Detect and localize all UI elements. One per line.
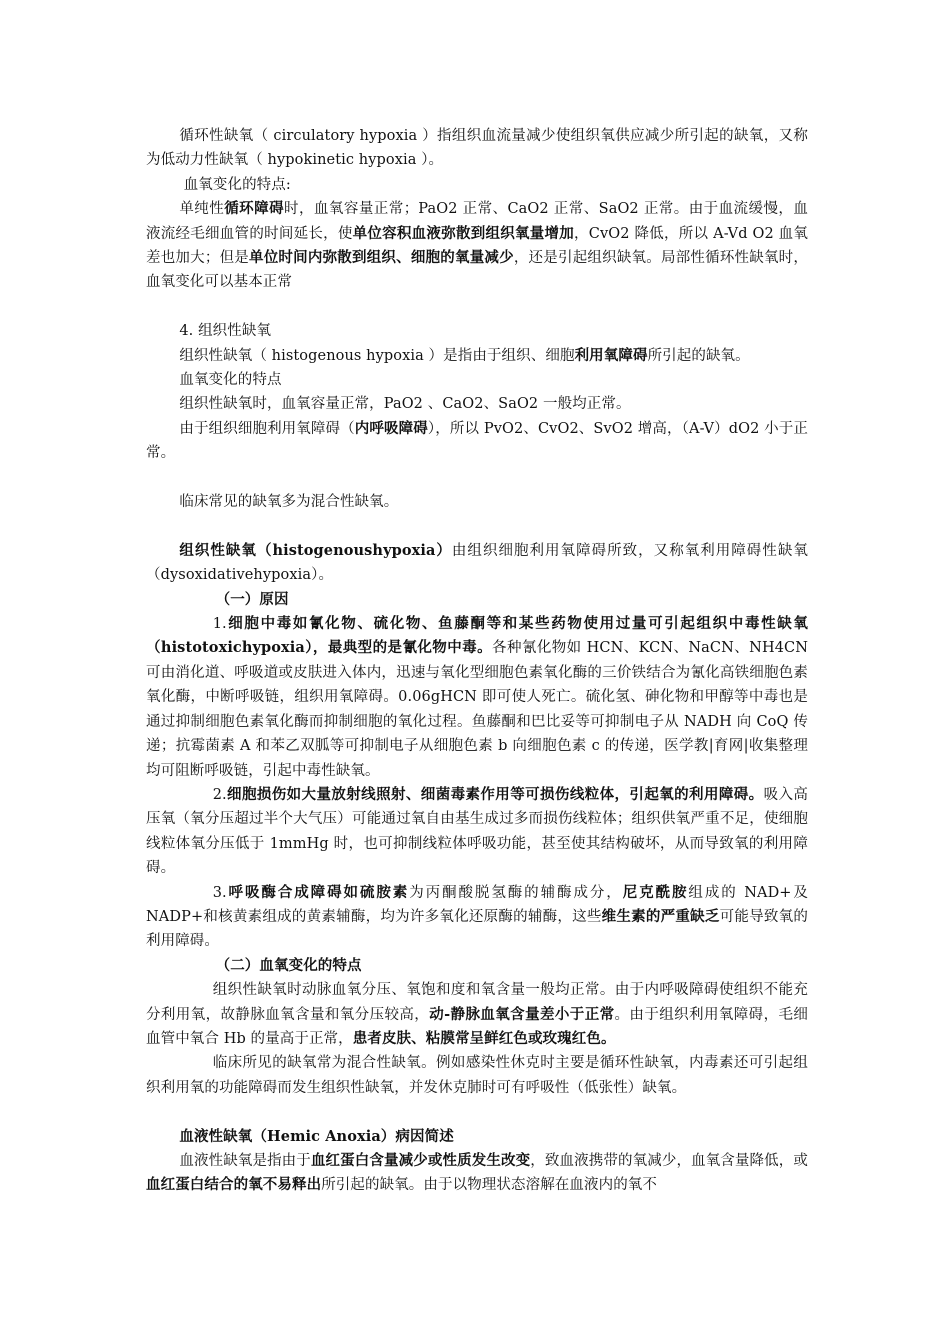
text-run: 循环性缺氧（ circulatory hypoxia ）指组织血流量减少使组织氧供应减少所引起的缺氧，又称为低动力性缺氧（ hypokinetic hypoxia ）。: [146, 128, 808, 169]
paragraph-cause-cell-damage: [146, 783, 808, 881]
bold-text-run: 内呼吸障碍: [354, 419, 428, 437]
text-run: 血氧变化的特点: [179, 372, 282, 389]
bold-text-run: 血红蛋白含量减少或性质发生改变: [310, 1152, 531, 1169]
paragraph-histogenous-normal: [146, 392, 808, 416]
paragraph-blood-oxygen-heading: [146, 173, 808, 197]
text-run: 。由于组织利用氧障碍，毛细血管中氧合 Hb 的量高于正常，: [146, 1006, 808, 1047]
blank-line: [146, 295, 808, 319]
text-run: 单纯性: [179, 201, 225, 218]
bold-text-run: 细胞损伤如大量放射线照射、细菌毒素作用等可损伤线粒体，引起氧的利用障碍。: [226, 785, 764, 803]
blank-line: [146, 514, 808, 538]
paragraph-circulatory-hypoxia: [146, 124, 808, 173]
text-run: 血氧变化的特点:: [183, 176, 291, 193]
bold-text-run: （一）原因: [215, 590, 289, 608]
section-heading-histogenous: [146, 319, 808, 343]
bold-text-run: 血红蛋白结合的氧不易释出: [146, 1176, 322, 1194]
paragraph-hemic-definition: [146, 1149, 808, 1198]
text-run: 时，血氧容量正常；PaO2 正常、CaO2 正常、SaO2 正常。由于血流缓慢，血液流经毛细血管的时间延长，使: [146, 201, 808, 242]
paragraph-histogenous-intro: [146, 539, 808, 588]
bold-text-run: 动-静脉血氧含量差小于正常: [429, 1005, 615, 1023]
paragraph-clinical-mixed: [146, 1051, 808, 1100]
bold-text-run: 单位时间内弥散到组织、细胞的氧量减少: [249, 249, 514, 267]
text-run: 3.: [212, 884, 227, 901]
paragraph-histogenous-definition: [146, 344, 808, 368]
paragraph-mixed-hypoxia: [146, 490, 808, 514]
text-run: 为丙酮酸脱氢酶的辅酶成分，: [409, 884, 623, 901]
text-run: 可能导致氧的利用障碍。: [146, 908, 808, 950]
text-run: ），所以 PvO2、CvO2、SvO2 增高，（A-V）dO2 小于正常。: [146, 420, 808, 462]
text-run: ，还是引起组织缺氧。局部性循环性缺氧时，血氧变化可以基本正常: [146, 250, 808, 291]
bold-text-run: （二）血氧变化的特点: [215, 956, 362, 974]
text-run: 2.: [212, 786, 227, 803]
subheading-causes: [146, 588, 808, 612]
text-run: ，致血液携带的氧减少，血氧含量降低，或: [530, 1153, 809, 1169]
blank-line: [146, 466, 808, 490]
blank-line: [146, 1100, 808, 1124]
bold-text-run: 患者皮肤、粘膜常呈鲜红色或玫瑰红色。: [352, 1029, 616, 1047]
section-heading-hemic-anoxia: [146, 1125, 808, 1149]
bold-text-run: 呼吸酶合成障碍如硫胺素: [226, 883, 410, 901]
bold-text-run: 组织性缺氧（histogenoushypoxia）: [179, 541, 452, 559]
bold-text-run: 单位容积血液弥散到组织氧量增加: [352, 224, 575, 242]
bold-text-run: 细胞中毒如氰化物、硫化物、鱼藤酮等和某些药物使用过量可引起组织中毒性缺氧（histotoxichypoxia），最典型的是氰化物中毒。: [146, 615, 808, 657]
text-run: 4. 组织性缺氧: [179, 323, 272, 340]
subheading-blood-oxygen-changes: [146, 954, 808, 978]
bold-text-run: 维生素的严重缺乏: [601, 907, 720, 925]
text-run: 临床常见的缺氧多为混合性缺氧。: [179, 494, 399, 511]
text-run: 血液性缺氧是指由于: [179, 1153, 311, 1169]
text-run: 由于组织细胞利用氧障碍（: [179, 420, 355, 437]
text-run: 1.: [212, 616, 227, 633]
text-run: 临床所见的缺氧常为混合性缺氧。例如感染性休克时主要是循环性缺氧，内毒素还可引起组织利用氧的功能障碍而发生组织性缺氧，并发休克肺时可有呼吸性（低张性）缺氧。: [146, 1055, 808, 1096]
text-run: 组成的 NAD+及 NADP+和核黄素组成的黄素辅酶，均为许多氧化还原酶的辅酶，这些: [146, 884, 808, 925]
paragraph-blood-oxygen-changes: [146, 978, 808, 1051]
text-run: 所引起的缺氧。由于以物理状态溶解在血液内的氧不: [321, 1177, 658, 1194]
text-run: 吸入高压氧（氧分压超过半个大气压）可能通过氧自由基生成过多而损伤线粒体；组织供氧严重不足，使细胞线粒体氧分压低于 1mmHg 时，也可抑制线粒体呼吸功能，甚至使其结构破坏，从而导致氧的利用障碍。: [146, 786, 808, 877]
document-page: [146, 124, 808, 1198]
paragraph-internal-respiration: [146, 417, 808, 466]
bold-text-run: 利用氧障碍: [574, 346, 648, 364]
text-run: 组织性缺氧（ histogenous hypoxia ）是指由于组织、细胞: [179, 347, 575, 364]
paragraph-circulatory-details: [146, 197, 808, 295]
text-run: ，CvO2 降低，所以 A-Vd O2 血氧差也加大；但是: [146, 225, 809, 267]
bold-text-run: 血液性缺氧（Hemic Anoxia）病因简述: [179, 1127, 454, 1145]
bold-text-run: 尼克酰胺: [622, 883, 689, 901]
paragraph-cause-poisoning: [146, 612, 808, 783]
text-run: 各种氰化物如 HCN、KCN、NaCN、NH4CN 可由消化道、呼吸道或皮肤进入体内，迅速与氧化型细胞色素氧化酶的三价铁结合为氰化高铁细胞色素氧化酶，中断呼吸链，组织用氧障碍。0.06gHCN 即可使人死亡。硫化氢、砷化物和甲醇等中毒也是通过抑制细胞色素氧化酶而抑制细胞的氧化过程。鱼藤酮和巴比妥等可抑制电子从 NADH 向 CoQ 传递；抗霉菌素 A 和苯乙双胍等可抑制电子从细胞色素 b 向细胞色素 c 的传递，医学教|育网|收集整理均可阻断呼吸链，引起中毒性缺氧。: [146, 640, 809, 779]
text-run: 组织性缺氧时，血氧容量正常，PaO2 、CaO2、SaO2 一般均正常。: [179, 396, 631, 413]
bold-text-run: 循环障碍: [224, 200, 285, 218]
text-run: 由组织细胞利用氧障碍所致，又称氧利用障碍性缺氧（dysoxidativehypoxia）。: [146, 542, 808, 584]
text-run: 所引起的缺氧。: [647, 347, 750, 364]
paragraph-cause-enzyme-synthesis: [146, 881, 808, 954]
text-run: 组织性缺氧时动脉血氧分压、氧饱和度和氧含量一般均正常。由于内呼吸障碍使组织不能充分利用氧，故静脉血氧含量和氧分压较高，: [146, 982, 808, 1023]
paragraph-blood-oxygen-heading-2: [146, 368, 808, 392]
